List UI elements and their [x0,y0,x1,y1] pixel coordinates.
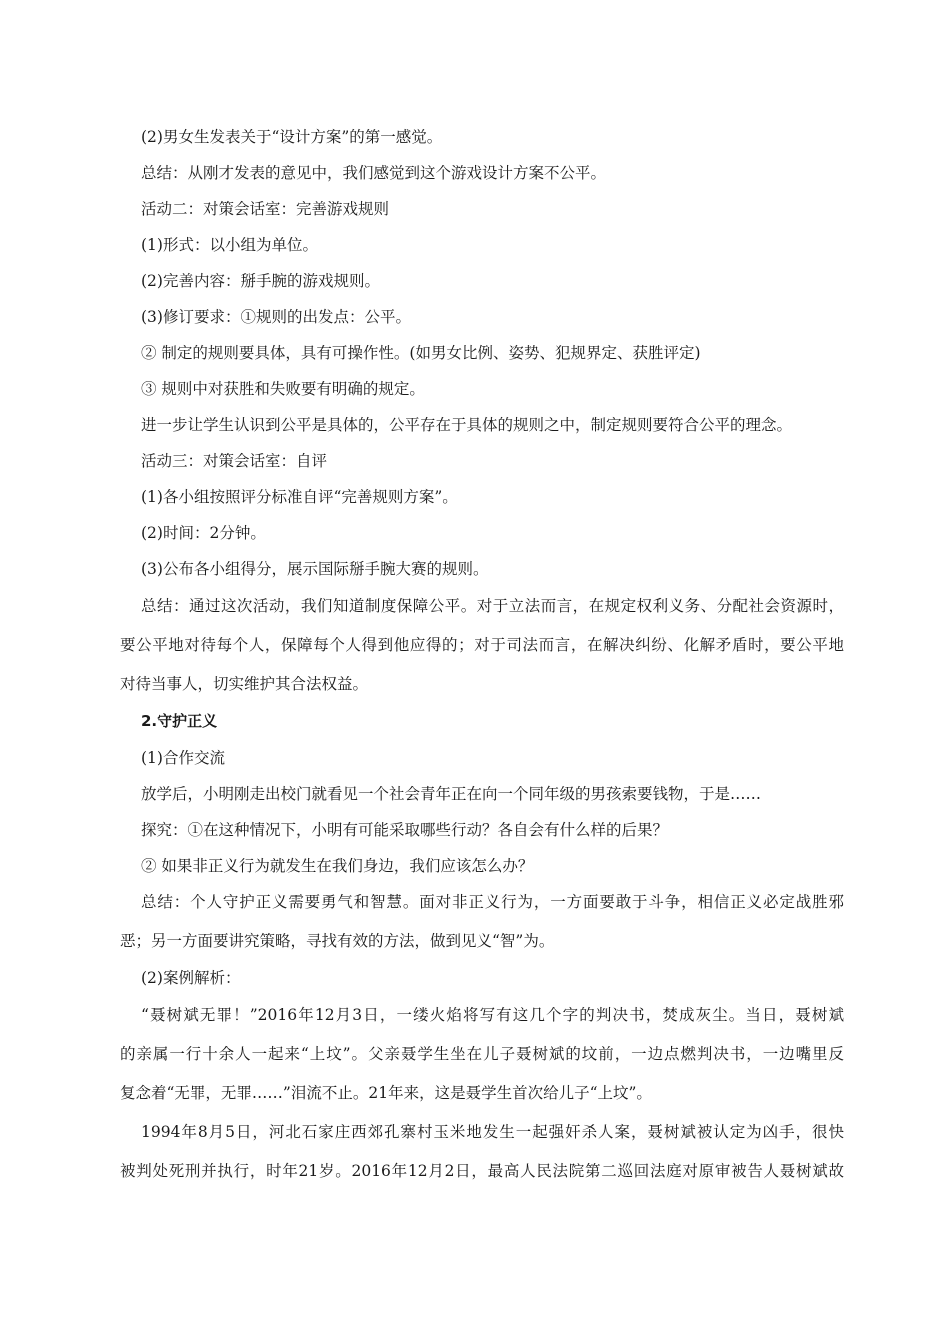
paragraph-line: 总结：从刚才发表的意见中，我们感觉到这个游戏设计方案不公平。 [141,164,607,182]
paragraph-line: 进一步让学生认识到公平是具体的，公平存在于具体的规则之中，制定规则要符合公平的理念。 [141,416,793,434]
paragraph-line: 放学后，小明刚走出校门就看见一个社会青年正在向一个同年级的男孩索要钱物，于是…… [141,785,762,803]
paragraph-line: ② 如果非正义行为就发生在我们身边，我们应该怎么办？ [141,857,534,875]
paragraph-line: (2)完善内容：掰手腕的游戏规则。 [141,272,380,290]
paragraph-line: (2)案例解析： [141,969,241,987]
paragraph-line: 被判处死刑并执行，时年21岁。2016年12月2日，最高人民法院第二巡回法庭对原审被告人聂树斌故 [120,1162,844,1180]
paragraph-line: 复念着“无罪，无罪……”泪流不止。21年来，这是聂学生首次给儿子“上坟”。 [120,1084,652,1102]
paragraph-line: 对待当事人，切实维护其合法权益。 [120,675,369,693]
paragraph-line: 的亲属一行十余人一起来“上坟”。父亲聂学生坐在儿子聂树斌的坟前，一边点燃判决书，一边嘴里反 [120,1045,844,1063]
paragraph-line: 总结：通过这次活动，我们知道制度保障公平。对于立法而言，在规定权利义务、分配社会资源时， [141,597,844,615]
paragraph-line: 总结：个人守护正义需要勇气和智慧。面对非正义行为，一方面要敢于斗争，相信正义必定战胜邪 [141,893,844,911]
paragraph-line: (3)公布各小组得分，展示国际掰手腕大赛的规则。 [141,560,489,578]
paragraph-line: (1)合作交流 [141,749,225,767]
paragraph-line: 要公平地对待每个人，保障每个人得到他应得的；对于司法而言，在解决纠纷、化解矛盾时，要公平地 [120,636,844,654]
paragraph-line: (1)形式：以小组为单位。 [141,236,318,254]
paragraph-line: (2)男女生发表关于“设计方案”的第一感觉。 [141,128,443,146]
paragraph-line: 恶；另一方面要讲究策略，寻找有效的方法，做到见义“智”为。 [120,932,555,950]
paragraph-line: ② 制定的规则要具体，具有可操作性。(如男女比例、姿势、犯规界定、获胜评定) [141,344,701,362]
paragraph-line: 活动三：对策会话室：自评 [141,452,328,470]
paragraph-line: (2)时间：2分钟。 [141,524,266,542]
paragraph-line: 活动二：对策会话室：完善游戏规则 [141,200,390,218]
paragraph-line: (1)各小组按照评分标准自评“完善规则方案”。 [141,488,458,506]
paragraph-line: ③ 规则中对获胜和失败要有明确的规定。 [141,380,425,398]
section-heading: 2.守护正义 [141,712,218,730]
paragraph-line: 探究：①在这种情况下，小明有可能采取哪些行动？各自会有什么样的后果？ [141,821,669,839]
paragraph-line: “聂树斌无罪！”2016年12月3日，一缕火焰将写有这几个字的判决书，焚成灰尘。当日，聂树斌 [141,1006,844,1024]
paragraph-line: (3)修订要求：①规则的出发点：公平。 [141,308,411,326]
paragraph-line: 1994年8月5日，河北石家庄西郊孔寨村玉米地发生一起强奸杀人案，聂树斌被认定为凶手，很快 [141,1123,844,1141]
